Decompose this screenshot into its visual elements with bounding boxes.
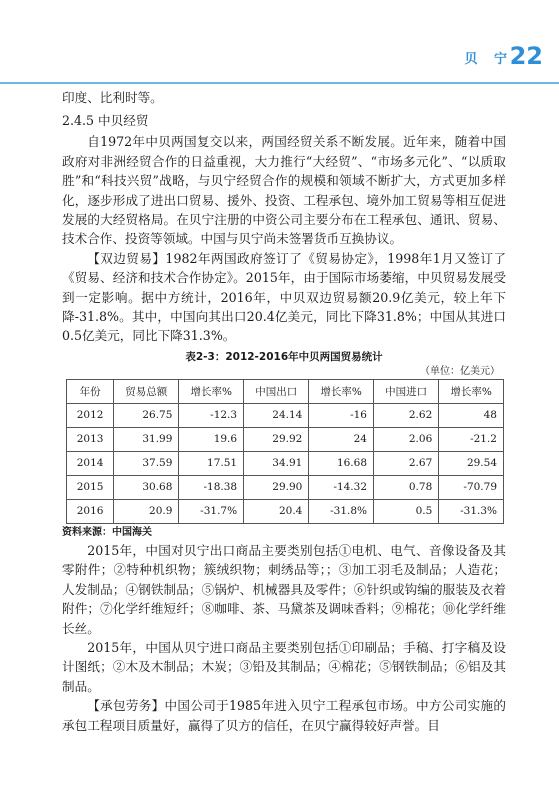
table-cell: 26.75 xyxy=(114,403,179,427)
table-header-row xyxy=(67,379,504,403)
page-body xyxy=(62,88,506,735)
col-header-import: 中国进口 xyxy=(374,379,439,403)
table-cell: 2014 xyxy=(67,451,114,475)
section-heading: 2.4.5 中贝经贸 xyxy=(62,113,149,129)
table-cell: 2016 xyxy=(67,499,114,523)
header-rule xyxy=(0,82,559,84)
table-row xyxy=(67,427,504,451)
table-cell: 2.62 xyxy=(374,403,439,427)
table-row xyxy=(67,499,504,523)
col-header-export-growth: 增长率% xyxy=(309,379,374,403)
table-cell: 31.99 xyxy=(114,427,179,451)
table-row xyxy=(67,451,504,475)
table-cell: 24 xyxy=(309,427,374,451)
table-cell: 20.9 xyxy=(114,499,179,523)
table-cell: -14.32 xyxy=(309,475,374,499)
paragraph-contracting: 【承包劳务】中国公司于1985年进入贝宁工程承包市场。中方公司实施的承包工程项目质量好，赢得了贝方的信任，在贝宁赢得较好声誉。目 xyxy=(62,698,506,733)
table-cell: 17.51 xyxy=(179,451,244,475)
table-row xyxy=(67,403,504,427)
trade-statistics-table xyxy=(66,379,504,524)
table-cell: 2013 xyxy=(67,427,114,451)
paragraph-continuation: 印度、比利时等。 xyxy=(62,90,163,105)
table-cell: 34.91 xyxy=(244,451,309,475)
running-header-country: 贝 宁 xyxy=(464,52,513,67)
table-cell: -70.79 xyxy=(439,475,504,499)
table-cell: 29.90 xyxy=(244,475,309,499)
table-cell: 2.06 xyxy=(374,427,439,451)
col-header-export: 中国出口 xyxy=(244,379,309,403)
table-cell: 0.5 xyxy=(374,499,439,523)
table-cell: 2015 xyxy=(67,475,114,499)
table-cell: -31.3% xyxy=(439,499,504,523)
paragraph-bilateral-trade: 【双边贸易】1982年两国政府签订了《贸易协定》，1998年1月又签订了《贸易、经济和技术合作协定》。2015年，由于国际市场萎缩，中贝贸易发展受到一定影响。据中方统计，2016年，中贝双边贸易额20.9亿美元，较上年下降-31.8%。其中，中国向其出口20.4亿美元，同比下降31.8%；中国从其进口0.5亿美元，同比下降31.3%。 xyxy=(62,250,506,344)
table-cell: 2012 xyxy=(67,403,114,427)
col-header-total-growth: 增长率% xyxy=(179,379,244,403)
table-cell: 37.59 xyxy=(114,451,179,475)
table-cell: -12.3 xyxy=(179,403,244,427)
table-cell: 29.54 xyxy=(439,451,504,475)
table-cell: 30.68 xyxy=(114,475,179,499)
paragraph-imports: 2015年，中国从贝宁进口商品主要类别包括①印刷品；手稿、打字稿及设计图纸；②木及木制品；木炭；③铅及其制品；④棉花；⑤钢铁制品；⑥铝及其制品。 xyxy=(62,639,506,694)
table-cell: -18.38 xyxy=(179,475,244,499)
table-caption: 表2-3：2012-2016年中贝两国贸易统计 xyxy=(185,350,383,363)
col-header-total: 贸易总额 xyxy=(114,379,179,403)
table-cell: -31.8% xyxy=(309,499,374,523)
table-cell: -21.2 xyxy=(439,427,504,451)
table-unit: （单位：亿美元） xyxy=(420,365,500,377)
table-cell: 0.78 xyxy=(374,475,439,499)
col-header-import-growth: 增长率% xyxy=(439,379,504,403)
page-number: 22 xyxy=(509,42,543,70)
paragraph-overview: 自1972年中贝两国复交以来，两国经贸关系不断发展。近年来，随着中国政府对非洲经贸合作的日益重视，大力推行“大经贸”、“市场多元化”、“以质取胜”和“科技兴贸”战略，与贝宁经贸合作的规模和领域不断扩大，方式更加多样化，逐步形成了进出口贸易、援外、投资、工程承包、境外加工贸易等相互促进发展的大经贸格局。在贝宁注册的中资公司主要分布在工程承包、通讯、贸易、技术合作、投资等领域。中国与贝宁尚未签署货币互换协议。 xyxy=(62,134,506,247)
table-cell: 29.92 xyxy=(244,427,309,451)
table-cell: 48 xyxy=(439,403,504,427)
table-cell: 2.67 xyxy=(374,451,439,475)
col-header-year: 年份 xyxy=(67,379,114,403)
table-cell: 24.14 xyxy=(244,403,309,427)
paragraph-exports: 2015年，中国对贝宁出口商品主要类别包括①电机、电气、音像设备及其零附件；②特种机织物；簇绒织物；刺绣品等；；③加工羽毛及制品；人造花；人发制品；④钢铁制品；⑤锅炉、机械器具及零件；⑥针织或钩编的服装及衣着附件；⑦化学纤维短纤；⑧咖啡、茶、马黛茶及调味香料；⑨棉花；⑩化学纤维长丝。 xyxy=(62,542,506,636)
table-cell: 16.68 xyxy=(309,451,374,475)
table-cell: -16 xyxy=(309,403,374,427)
table-source-note: 资料来源：中国海关 xyxy=(62,526,152,538)
table-cell: 19.6 xyxy=(179,427,244,451)
table-cell: -31.7% xyxy=(179,499,244,523)
table-row xyxy=(67,475,504,499)
table-cell: 20.4 xyxy=(244,499,309,523)
